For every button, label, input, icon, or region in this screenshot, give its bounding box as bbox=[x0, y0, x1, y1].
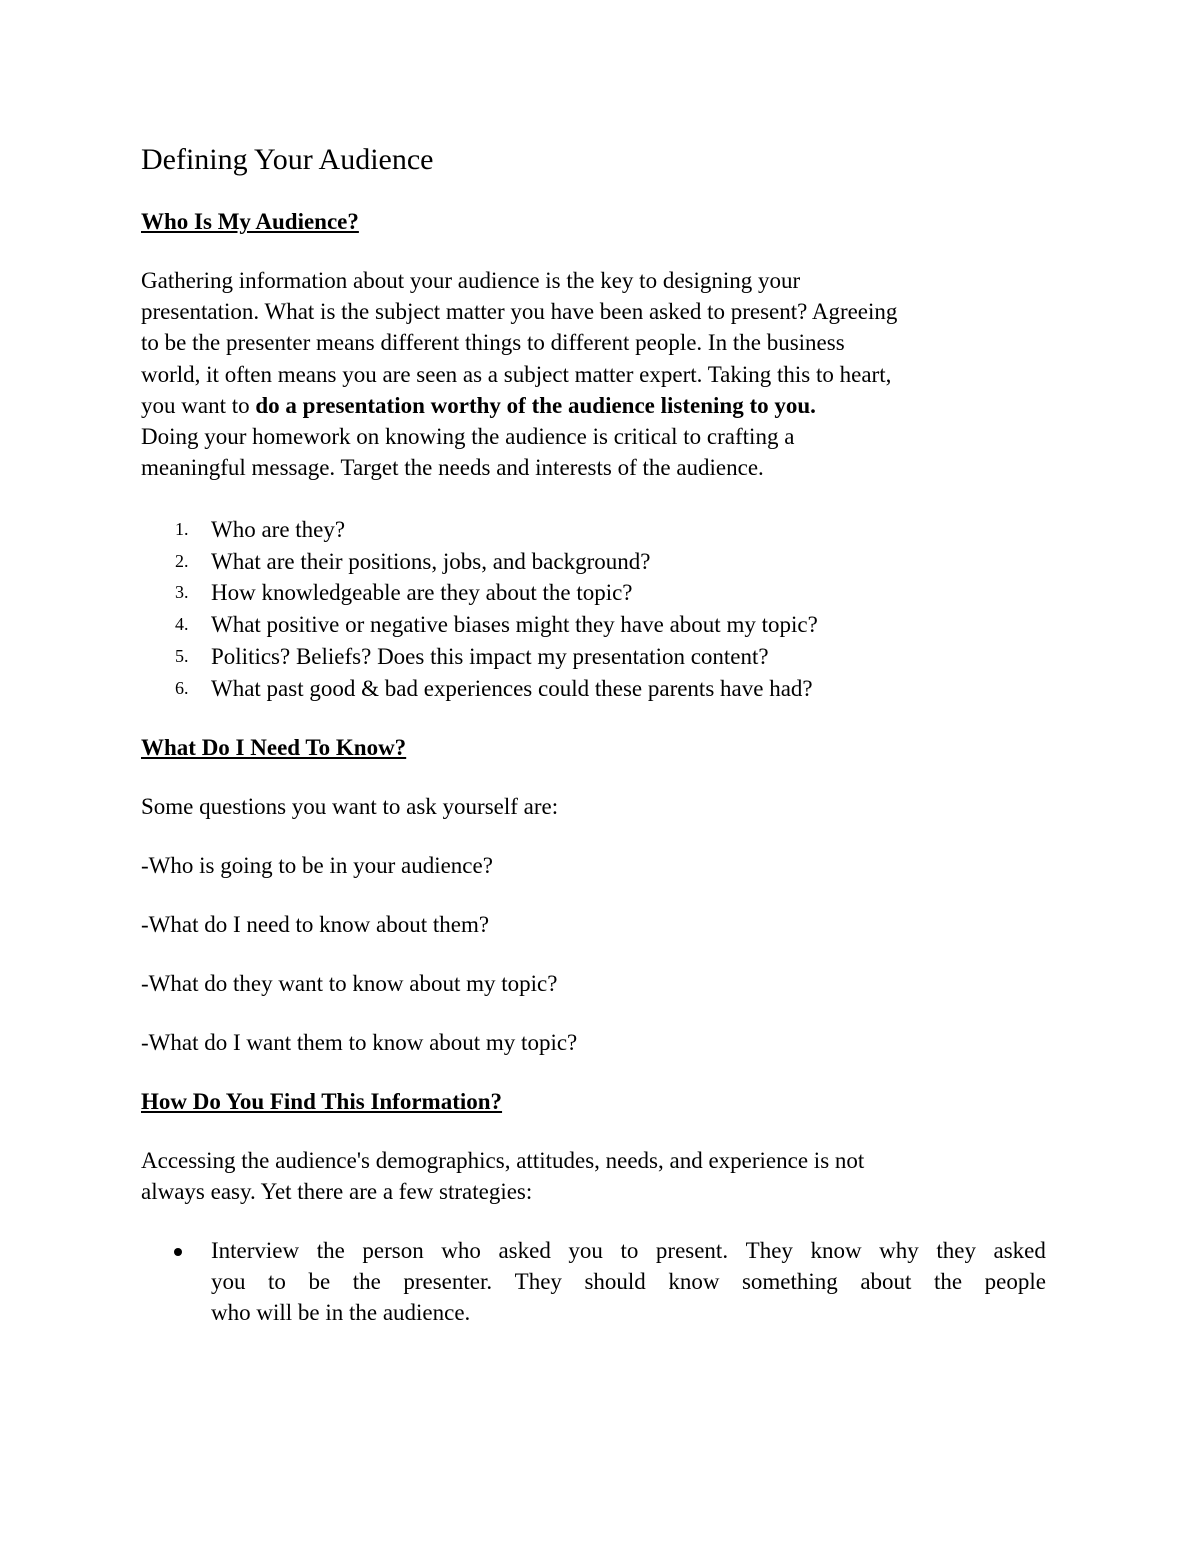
bullet-word: They bbox=[745, 1238, 793, 1263]
paragraph-line-with-emphasis bbox=[141, 390, 1051, 421]
list-item-text: What past good & bad experiences could these parents have had? bbox=[211, 675, 813, 701]
list-number: 1. bbox=[175, 519, 189, 539]
list-item bbox=[141, 609, 818, 641]
document-title: Defining Your Audience bbox=[141, 143, 434, 176]
paragraph-line: always easy. Yet there are a few strategies: bbox=[141, 1179, 533, 1205]
list-item-text: Politics? Beliefs? Does this impact my presentation content? bbox=[211, 643, 769, 669]
bullet-word: person bbox=[362, 1238, 424, 1263]
paragraph-line: Doing your homework on knowing the audience is critical to crafting a bbox=[141, 424, 795, 450]
audience-questions-list bbox=[141, 514, 818, 704]
bullet-word: present. bbox=[655, 1238, 729, 1263]
paragraph-line: to be the presenter means different things to different people. In the business bbox=[141, 330, 845, 356]
paragraph-line: meaningful message. Target the needs and interests of the audience. bbox=[141, 455, 764, 481]
question-line: -Who is going to be in your audience? bbox=[141, 853, 493, 878]
bullet-word: should bbox=[584, 1269, 646, 1294]
questions-intro: Some questions you want to ask yourself are: bbox=[141, 794, 559, 819]
list-item bbox=[141, 673, 818, 705]
bullet-word: presenter. bbox=[403, 1269, 493, 1294]
bullet-word: be bbox=[308, 1269, 331, 1294]
emphasis-bold-text: do a presentation worthy of the audience listening to you. bbox=[255, 392, 816, 418]
paragraph-line: Gathering information about your audience is the key to designing your bbox=[141, 268, 801, 293]
bullet-word: they bbox=[936, 1238, 976, 1263]
bullet-word: know bbox=[668, 1269, 720, 1294]
list-item bbox=[141, 577, 818, 609]
list-number: 3. bbox=[175, 582, 189, 603]
question-line: -What do they want to know about my topic? bbox=[141, 971, 558, 996]
bullet-word: They bbox=[514, 1269, 562, 1294]
bullet-word: why bbox=[879, 1238, 919, 1263]
list-number: 2. bbox=[175, 550, 189, 571]
bullet-line-justified bbox=[211, 1266, 1046, 1297]
list-item bbox=[141, 514, 818, 546]
paragraph-line: presentation. What is the subject matter you have been asked to present? Agreeing bbox=[141, 299, 898, 325]
bullet-word: something bbox=[741, 1269, 838, 1294]
bullet-word: Interview bbox=[211, 1238, 300, 1263]
question-line: -What do I need to know about them? bbox=[141, 912, 490, 937]
bullet-word: people bbox=[984, 1269, 1046, 1294]
section-heading-how-do-you-find-this-information: How Do You Find This Information? bbox=[141, 1089, 503, 1114]
bullet-line: who will be in the audience. bbox=[211, 1300, 471, 1325]
bullet-text bbox=[211, 1235, 1046, 1328]
bullet-word: who bbox=[441, 1238, 481, 1263]
list-item bbox=[141, 641, 818, 673]
bullet-word: asked bbox=[498, 1238, 551, 1263]
bullet-word: you bbox=[211, 1269, 246, 1294]
bullet-word: the bbox=[352, 1269, 381, 1294]
section-heading-who-is-my-audience: Who Is My Audience? bbox=[141, 209, 359, 234]
bullet-word: to bbox=[268, 1269, 286, 1294]
bullet-icon bbox=[174, 1248, 182, 1256]
bullet-word: about bbox=[860, 1269, 912, 1294]
list-item-text: What are their positions, jobs, and background? bbox=[211, 548, 651, 574]
paragraph-line: Accessing the audience's demographics, attitudes, needs, and experience is not bbox=[141, 1148, 865, 1173]
list-item bbox=[141, 546, 818, 578]
list-number: 5. bbox=[175, 645, 189, 666]
list-number: 6. bbox=[175, 677, 189, 698]
bullet-word: know bbox=[810, 1238, 862, 1263]
list-item-text: What positive or negative biases might they have about my topic? bbox=[211, 612, 818, 638]
strategies-intro-paragraph bbox=[141, 1145, 1051, 1207]
bullet-word: asked bbox=[993, 1238, 1046, 1263]
bullet-word: you bbox=[568, 1238, 603, 1263]
list-item-text: How knowledgeable are they about the topic? bbox=[211, 580, 633, 606]
section-heading-what-do-i-need-to-know: What Do I Need To Know? bbox=[141, 735, 407, 760]
paragraph-line: world, it often means you are seen as a subject matter expert. Taking this to heart, bbox=[141, 361, 892, 387]
list-number: 4. bbox=[175, 614, 189, 635]
bullet-line-justified bbox=[211, 1235, 1046, 1266]
bullet-word: the bbox=[316, 1238, 345, 1263]
emphasis-prefix: you want to bbox=[141, 392, 256, 418]
bullet-word: the bbox=[933, 1269, 963, 1294]
audience-intro-paragraph bbox=[141, 265, 1051, 483]
question-line: -What do I want them to know about my topic? bbox=[141, 1030, 578, 1055]
list-item-text: Who are they? bbox=[211, 517, 346, 542]
bullet-word: to bbox=[620, 1238, 639, 1263]
